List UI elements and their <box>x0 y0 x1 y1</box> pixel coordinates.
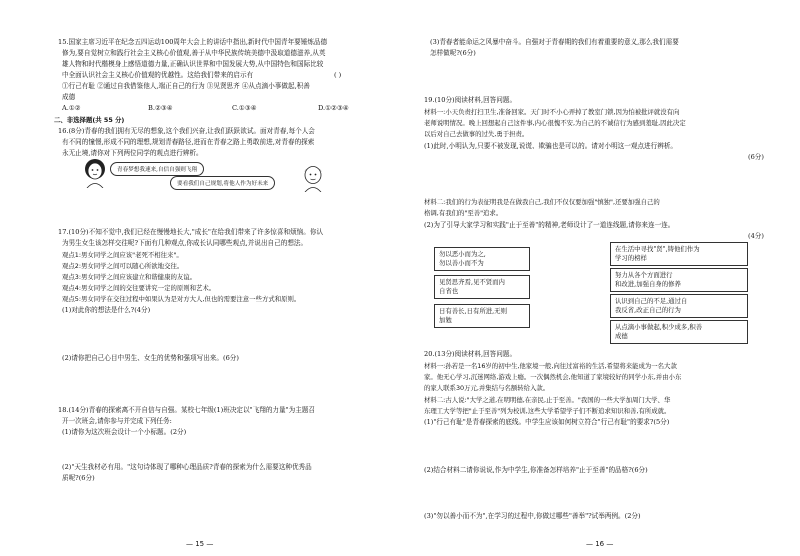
q19-sub1: (1)此时,小明认为,只要不被发现,说谎、欺骗也是可以的。请对小明这一观点进行辨析。 <box>424 142 678 150</box>
boy-figure-illustration <box>300 162 326 192</box>
page-number-left: — 15 — <box>186 540 214 548</box>
q18-sub2-line2: 质呢?(6分) <box>62 474 95 482</box>
q19-material2-line2: 格调,有我们的"至善"追求。 <box>424 209 503 217</box>
q15-line5: ①行己有耻 ②通过自我借鉴他人,端正自己的行为 ③见贤思齐 ④从点滴小事做起,积善 <box>62 82 310 90</box>
q17-line2: 为男生女生该怎样交往呢?下面有几种观点,你成长认同哪些观点,并说出自己的想法。 <box>62 239 308 247</box>
girl-figure-illustration <box>82 158 108 188</box>
speech-bubble-girl: 青春梦想我速来,自信自强则飞翔 <box>110 162 204 176</box>
q15-line4: 中全面认识社会主义核心价值观的优越性。这给我们带来的启示有 <box>62 71 254 79</box>
q15-line1: 15.国家主席习近平在纪念五四运动100周年大会上的讲话中指出,新时代中国青年要锤炼品德 <box>58 38 328 46</box>
q17-view3: 观点3:男女同学之间应该建立和谐健康的友谊。 <box>62 273 197 281</box>
q15-option-c: C.①③④ <box>232 104 257 112</box>
q16-line1: 16.(8分)青春的我们拥有无尽的想象,这个我们兴奋,让我们跃跃欲试。面对青春,每个人会 <box>58 127 315 135</box>
q19-material1-line2: 老师说明情况。晚上回想起自己这件事,内心很愧不安,为自己的不诚信行为感到羞耻,因此决定 <box>424 119 686 127</box>
q15-line2: 修为,要自觉树立和践行社会主义核心价值观,善于从中华民族传统美德中汲取道德滋养,从英 <box>62 49 326 57</box>
match-right-box-3[interactable]: 认识到自己的不足,通过自 我反省,改正自己的行为 <box>610 294 748 318</box>
q20-sub2: (2)结合材料二请你说说,作为中学生,你准备怎样培养"止于至善"的品格?(6分) <box>424 466 648 474</box>
q19-sub1-points: (6分) <box>748 153 764 161</box>
q16-line3: 永无止境,请你对下列两位同学的观点进行辨析。 <box>62 149 203 157</box>
q19-sub2-points: (4分) <box>748 232 764 240</box>
q15-option-d: D.①②③④ <box>318 104 349 112</box>
q17-sub2: (2)请你把自己心目中男生、女生的优势和强项写出来。(6分) <box>62 354 239 362</box>
q15-line6: 成德 <box>62 93 76 101</box>
q20-sub3: (3)"勿以善小而不为",在学习的过程中,你做过哪些"善举"?试举两例。(2分) <box>424 512 641 520</box>
q17-view2: 观点2:男女同学之间可以随心所欲地交往。 <box>62 262 184 270</box>
q20-material2-line2: 东理工大学等把"止于至善"列为校训,这些大学希望学子们不断追求知识和善,有所成就。 <box>424 407 671 415</box>
q20-material2-line1: 材料二:古人说:"大学之道,在明明德,在亲民,止于至善。"我国的一些大学加周门大学、华 <box>424 396 671 404</box>
q19-heading: 19.(10分)阅读材料,回答问题。 <box>424 96 517 104</box>
q17-line1: 17.(10分)不知不觉中,我们已经在慢慢地长大,"成长"在给我们带来了许多惊喜和烦恼。你认 <box>58 228 324 236</box>
q17-sub1: (1)对此你的想法是什么?(4分) <box>62 306 151 314</box>
q16-line2: 有不同的憧憬,形成不同的理想,规划青春路径,进而在青春之路上勇敢前进,对青春的探索 <box>62 138 315 146</box>
q18-line1: 18.(14分)青春的探索离不开自信与自强。某校七年级(1)班决定以"飞翔的力量"为主题召 <box>58 406 316 414</box>
right-page <box>400 0 800 556</box>
q19-material1-line1: 材料一:小天负责打扫卫生,准备回家。天门时不小心弄掉了教室门锁,因为怕被批评就没有向 <box>424 108 680 116</box>
q18-sub2-line1: (2)"天生我材必有用。"这句诗体现了哪种心理品质?青春的探索为什么需要这种优秀品 <box>62 463 312 471</box>
match-left-box-1[interactable]: 勿以恶小而为之, 勿以善小而不为 <box>434 247 530 271</box>
q17-view5: 观点5:男女同学在交往过程中如果认为是对方大人,但也的需要注意一些方式和原则。 <box>62 295 301 303</box>
q15-line3: 雄人物和时代楷模身上感悟道德力量,正确认识世界和中国发展大势,从中国特色和国际比较 <box>62 60 324 68</box>
q19-material1-line3: 以后对自己去做事的过失,勇于担责。 <box>424 130 529 138</box>
match-right-box-1[interactable]: 在生活中寻找"贤",铸他们作为 学习的榜样 <box>610 242 748 266</box>
top-sub3-line1: (3)青春者能命运之风暴中奋斗。自强对于青春期的我们有着重要的意义,那么我们需要 <box>430 38 679 46</box>
q20-sub1: (1)"行己有耻"是青春探索的底线。中学生应该如何树立符合"行己有耻"的要求?(5分) <box>424 418 670 426</box>
speech-bubble-boy: 要看我们自己规划,将他人作为好未来 <box>170 176 275 190</box>
top-sub3-line2: 怎样做呢?(6分) <box>430 49 476 57</box>
q15-option-a: A.①② <box>62 104 81 112</box>
q18-sub1: (1)请你为这次班会设计一个小标题。(2分) <box>62 428 187 436</box>
match-right-box-2[interactable]: 努力从各个方面进行 和改进,加强自身的修养 <box>610 268 748 292</box>
q17-view1: 观点1:男女同学之间应该"老死不相往来"。 <box>62 251 183 259</box>
q17-view4: 观点4:男女同学之间的交往要讲究一定的原则和艺术。 <box>62 284 216 292</box>
section-two-heading: 二、非选择题(共 55 分) <box>54 116 125 124</box>
q15-answer-paren: ( ) <box>334 71 342 79</box>
q19-sub2: (2)为了引导大家学习和实践"止于至善"的精神,老师设计了一道连线题,请你来连一连。 <box>424 221 675 229</box>
q20-material1-line2: 家。他无心学习,沉迷网络,游戏上瘾。一次偶然机会,他知道了家境较好的同学小东,并由小东 <box>424 373 682 381</box>
q20-material1-line3: 的家人联系30万元,并集结与名额转给入款。 <box>424 384 550 392</box>
q20-material1-line1: 材料一:孙若是一名16岁的初中生,他家境一般,向往过富裕的生活,希望将来能成为一名大款 <box>424 362 677 370</box>
q19-material2-line1: 材料二:我们的行为表征明我是在做我自己,我们不仅仅要加强"慎独",还要加强自己的 <box>424 198 660 206</box>
q15-option-b: B.②③④ <box>148 104 173 112</box>
match-left-box-3[interactable]: 日有善长,日有所进,无则 加勉 <box>434 304 530 328</box>
q20-heading: 20.(13分)阅读材料,回答问题。 <box>424 350 517 358</box>
match-right-box-4[interactable]: 从点滴小事做起,积少成多,积善 成德 <box>610 320 748 344</box>
match-left-box-2[interactable]: 见贤思齐焉,见不贤而内 自省也 <box>434 275 530 299</box>
page-number-right: — 16 — <box>586 540 614 548</box>
q18-line2: 开一次班会,请你参与并完成下列任务: <box>62 417 172 425</box>
